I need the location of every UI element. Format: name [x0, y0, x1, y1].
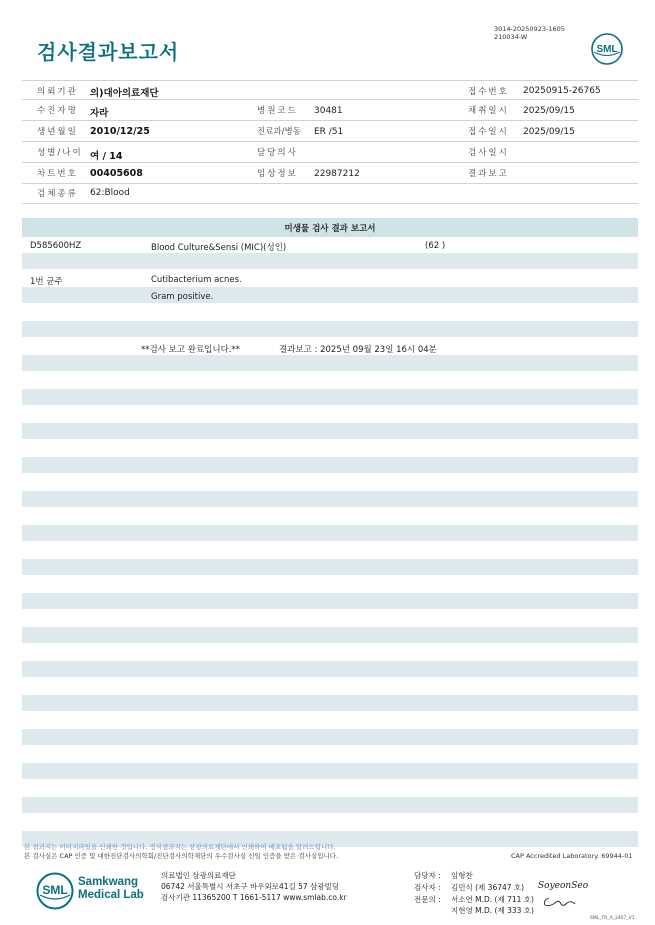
test-name: Blood Culture&Sensi (MIC)(성인)	[151, 243, 287, 253]
birth-value: 2010/12/25	[90, 126, 150, 137]
form-code: SML_TR_A_2407_V1	[590, 916, 635, 921]
specimen-label: 검체종류	[37, 189, 78, 199]
row-band	[22, 457, 638, 473]
clinical-value: 22987212	[314, 169, 360, 179]
report-title: 검사결과보고서	[37, 40, 180, 64]
lab-name-en-line2: Medical Lab	[78, 889, 144, 901]
samkwang-logo-icon	[36, 872, 74, 910]
dept-value: ER /51	[314, 127, 344, 137]
report-label: 결과보고	[468, 169, 509, 179]
requesting-org-value: 의)대아의료재단	[90, 88, 159, 99]
row-band	[22, 763, 638, 779]
collection-date-label: 채취일시	[468, 106, 509, 116]
info-top-divider	[22, 80, 638, 81]
chart-no-value: 00405608	[90, 168, 143, 179]
row-band	[22, 423, 638, 439]
manager-value: 임형찬	[451, 871, 473, 880]
print-notice: 본 결과지는 이미지파일을 인쇄한 것입니다. 정식결과지는 삼광의료재단에서 인쇄하여 배포됨을 알려드립니다.	[24, 843, 336, 851]
org-contact: 검사기관 11365200 T 1661-5117 www.smlab.co.kr	[161, 893, 347, 902]
org-address: 06742 서울특별시 서초구 바우뫼로41길 57 삼광빌딩	[161, 882, 340, 891]
sml-logo-text: SML	[596, 44, 618, 55]
sex-age-value: 여 / 14	[90, 151, 123, 162]
patient-name-label: 수진자명	[37, 106, 78, 116]
cap-accreditation: CAP Accredited Laboratory. 69944-01	[511, 852, 633, 860]
row-band	[22, 321, 638, 337]
tester-label: 검사자 :	[414, 883, 441, 892]
row-band	[22, 661, 638, 677]
specimen-value: 62:Blood	[90, 188, 130, 198]
info-divider	[22, 183, 638, 184]
sex-age-label: 성별/나이	[37, 148, 83, 158]
samkwang-logo-text: SML	[42, 883, 68, 897]
certification-notice: 본 검사실은 CAP 인증 및 대한진단검사의학회/진단검사의학재단의 우수검사실 신임 인증을 받은 검사실입니다.	[24, 852, 339, 860]
receipt-no-label: 접수번호	[468, 87, 509, 97]
lab-address-block	[161, 870, 347, 903]
hospital-code-value: 30481	[314, 106, 343, 116]
patient-name-value: 자라	[90, 108, 109, 119]
row-band	[22, 559, 638, 575]
report-time: 결과보고 : 2025년 09월 23일 16시 04분	[279, 345, 437, 355]
test-code-num: (62 )	[425, 241, 446, 251]
info-divider	[22, 120, 638, 121]
document-number-line2: 210034-W	[494, 33, 528, 41]
lab-name-en-line1: Samkwang	[78, 876, 139, 888]
results-section-title: 미생물 검사 결과 보고서	[284, 224, 376, 234]
clinical-label: 임상정보	[257, 169, 298, 179]
document-number-line1: 3014-20250923-1605	[494, 25, 565, 33]
info-divider	[22, 141, 638, 142]
row-band	[22, 491, 638, 507]
birth-label: 생년월일	[37, 127, 78, 137]
info-divider	[22, 99, 638, 100]
sml-logo-icon	[591, 33, 623, 65]
row-band	[22, 525, 638, 541]
tester-value: 김민식 (제 36747 호)	[451, 883, 525, 892]
row-band	[22, 695, 638, 711]
organism-name: Cutibacterium acnes.	[151, 275, 242, 285]
document-number	[494, 25, 565, 41]
row-band	[22, 593, 638, 609]
row-band	[22, 253, 638, 269]
info-divider	[22, 162, 638, 163]
report-complete-text: **검사 보고 완료입니다.**	[141, 345, 241, 355]
dept-label: 진료과/병동	[257, 127, 301, 137]
specialist-1: 서소연 M.D. (제 711 호)	[451, 895, 534, 904]
row-band	[22, 389, 638, 405]
row-band	[22, 627, 638, 643]
specialist-label: 전문의 :	[414, 895, 441, 904]
row-band	[22, 729, 638, 745]
chart-no-label: 차트번호	[37, 169, 78, 179]
lab-name-en	[78, 876, 144, 902]
specialist-2: 지현영 M.D. (제 333 호)	[451, 906, 534, 915]
row-band	[22, 287, 638, 303]
info-bottom-divider	[22, 203, 638, 204]
collection-date-value: 2025/09/15	[523, 106, 575, 116]
receipt-no-value: 20250915-26765	[523, 86, 601, 96]
requesting-org-label: 의뢰기관	[37, 87, 78, 97]
organism-label: 1번 균주	[30, 277, 63, 287]
test-code: D585600HZ	[30, 241, 82, 251]
manager-label: 담당자 :	[414, 871, 441, 880]
organism-gram: Gram positive.	[151, 292, 214, 302]
doctor-label: 담당의사	[257, 148, 298, 158]
row-band	[22, 797, 638, 813]
receipt-date-label: 접수일시	[468, 127, 509, 137]
org-name: 의료법인 삼광의료재단	[161, 871, 236, 880]
signature-soyeonseo: SoyeonSeo	[538, 881, 589, 891]
row-band	[22, 355, 638, 371]
test-date-label: 검사일시	[468, 148, 509, 158]
receipt-date-value: 2025/09/15	[523, 127, 575, 137]
signature-icon	[541, 895, 581, 909]
hospital-code-label: 병원코드	[257, 106, 298, 116]
